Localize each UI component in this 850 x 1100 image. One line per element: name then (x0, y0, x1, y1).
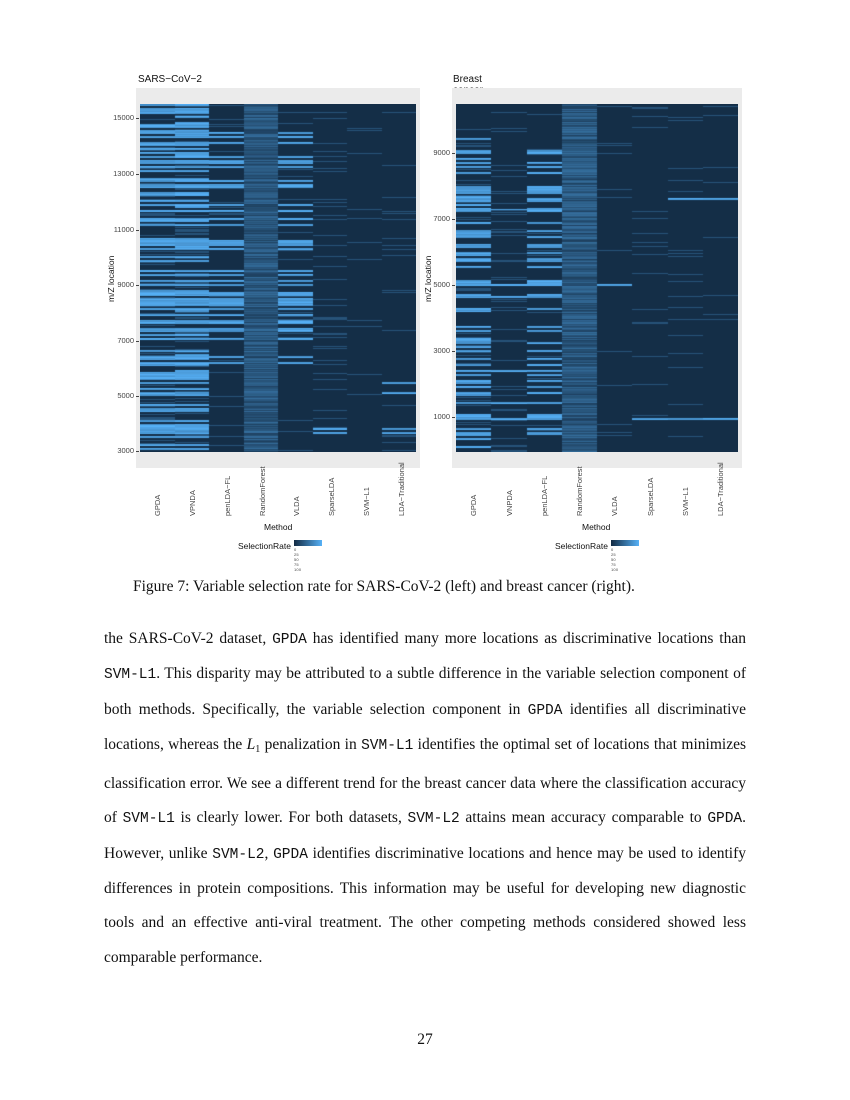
page-number: 27 (417, 1031, 433, 1048)
y-tick-mark (452, 153, 455, 154)
body-paragraph (104, 622, 746, 975)
x-tick-label: penLDA−FL (223, 475, 232, 516)
x-tick-label: penLDA−FL (540, 475, 549, 516)
y-tick-label: 13000 (113, 169, 134, 178)
y-axis-label-right: m/Z location (423, 255, 433, 302)
text-run: identifies discriminative locations and hence may be used to identify differences in protein compositions. This information may be useful for developing new diagnostic tools and an effective anti-viral treatment. The other competing methods considered showed less comparable performance. (104, 844, 747, 966)
legend-ticks-right: 0 25 50 75 100 (611, 547, 619, 572)
x-tick-label: SVM−L1 (681, 487, 690, 516)
y-tick-label: 11000 (113, 225, 134, 234)
y-tick-mark (452, 285, 455, 286)
math-symbol: L (246, 735, 256, 753)
y-tick-label: 3000 (117, 446, 134, 455)
text-run: attains mean accuracy comparable to (459, 809, 708, 827)
inline-code: SVM-L1 (104, 667, 157, 684)
y-tick-label: 15000 (113, 113, 134, 122)
x-tick-label: GPDA (153, 494, 162, 516)
y-tick-mark (136, 396, 139, 397)
x-tick-label: RandomForest (575, 466, 584, 516)
math-subscript: 1 (255, 743, 261, 755)
y-tick-mark (136, 285, 139, 286)
y-tick-label: 3000 (433, 346, 450, 355)
x-tick-label: VLDA (292, 496, 301, 516)
inline-code: GPDA (273, 846, 308, 863)
y-tick-mark (452, 219, 455, 220)
y-tick-label: 5000 (117, 391, 134, 400)
y-tick-label: 1000 (433, 412, 450, 421)
x-axis-label-right: Method (582, 522, 611, 532)
y-tick-mark (136, 118, 139, 119)
x-tick-label: SparseLDA (646, 477, 655, 516)
inline-code: GPDA (272, 632, 307, 648)
y-tick-mark (452, 417, 455, 418)
y-tick-label: 5000 (433, 280, 450, 289)
y-axis-label-left: m/Z location (106, 255, 116, 302)
text-run: is clearly lower. For both datasets, (174, 809, 408, 827)
text-run: penalization in (260, 735, 362, 753)
y-tick-label: 9000 (433, 148, 450, 157)
panel-title-left: SARS−CoV−2 (138, 74, 202, 85)
inline-code: SVM-L2 (212, 846, 265, 863)
x-axis-label-left: Method (264, 522, 293, 532)
x-tick-label: SVM−L1 (362, 487, 371, 516)
x-tick-label: RandomForest (258, 466, 267, 516)
legend-title-right: SelectionRate (555, 541, 608, 551)
figure-caption: Figure 7: Variable selection rate for SARS-CoV-2 (left) and breast cancer (right). (133, 578, 635, 595)
x-tick-label: LDA−Traditional (716, 462, 725, 516)
inline-code: SVM-L2 (407, 811, 460, 828)
inline-code: GPDA (527, 702, 563, 719)
inline-code: SVM-L1 (122, 811, 175, 828)
heatmap-left (140, 104, 416, 452)
inline-code: GPDA (707, 811, 743, 828)
text-run: . This disparity may be attributed to a subtle difference in the variable selection component of both methods. Specifically, the variable selection component in (104, 665, 746, 718)
y-tick-mark (136, 174, 139, 175)
y-tick-label: 7000 (117, 336, 134, 345)
y-tick-mark (136, 341, 139, 342)
x-tick-label: SparseLDA (327, 477, 336, 516)
legend-colorbar-left (294, 540, 322, 546)
y-tick-label: 7000 (433, 214, 450, 223)
x-tick-label: VNPDA (505, 490, 514, 516)
text-run: has identified many more locations as discriminative locations than (306, 630, 746, 647)
inline-code: SVM-L1 (361, 737, 414, 754)
y-tick-mark (452, 351, 455, 352)
legend-title-left: SelectionRate (238, 541, 291, 551)
x-tick-label: VPNDA (188, 490, 197, 516)
heatmap-right (456, 104, 738, 452)
x-tick-label: LDA−Traditional (397, 462, 406, 516)
text-run: the SARS-CoV-2 dataset, (104, 630, 273, 647)
text-run: . However, unlike (104, 809, 747, 862)
y-tick-mark (136, 451, 139, 452)
paragraph-text (104, 622, 746, 975)
legend-colorbar-right (611, 540, 639, 546)
text-run: identifies the optimal set of locations that minimizes classification error. We see a different trend for the breast cancer data where the classification accuracy of (104, 735, 746, 827)
x-tick-label: VLDA (610, 496, 619, 516)
y-tick-label: 9000 (117, 280, 134, 289)
panel-title-right: Breast (453, 74, 482, 85)
text-run: identifies all discriminative locations, whereas the (104, 700, 747, 753)
text-run: , (264, 844, 274, 862)
y-tick-mark (136, 230, 139, 231)
legend-ticks-left: 0 25 50 75 100 (294, 547, 302, 572)
x-tick-label: GPDA (469, 494, 478, 516)
